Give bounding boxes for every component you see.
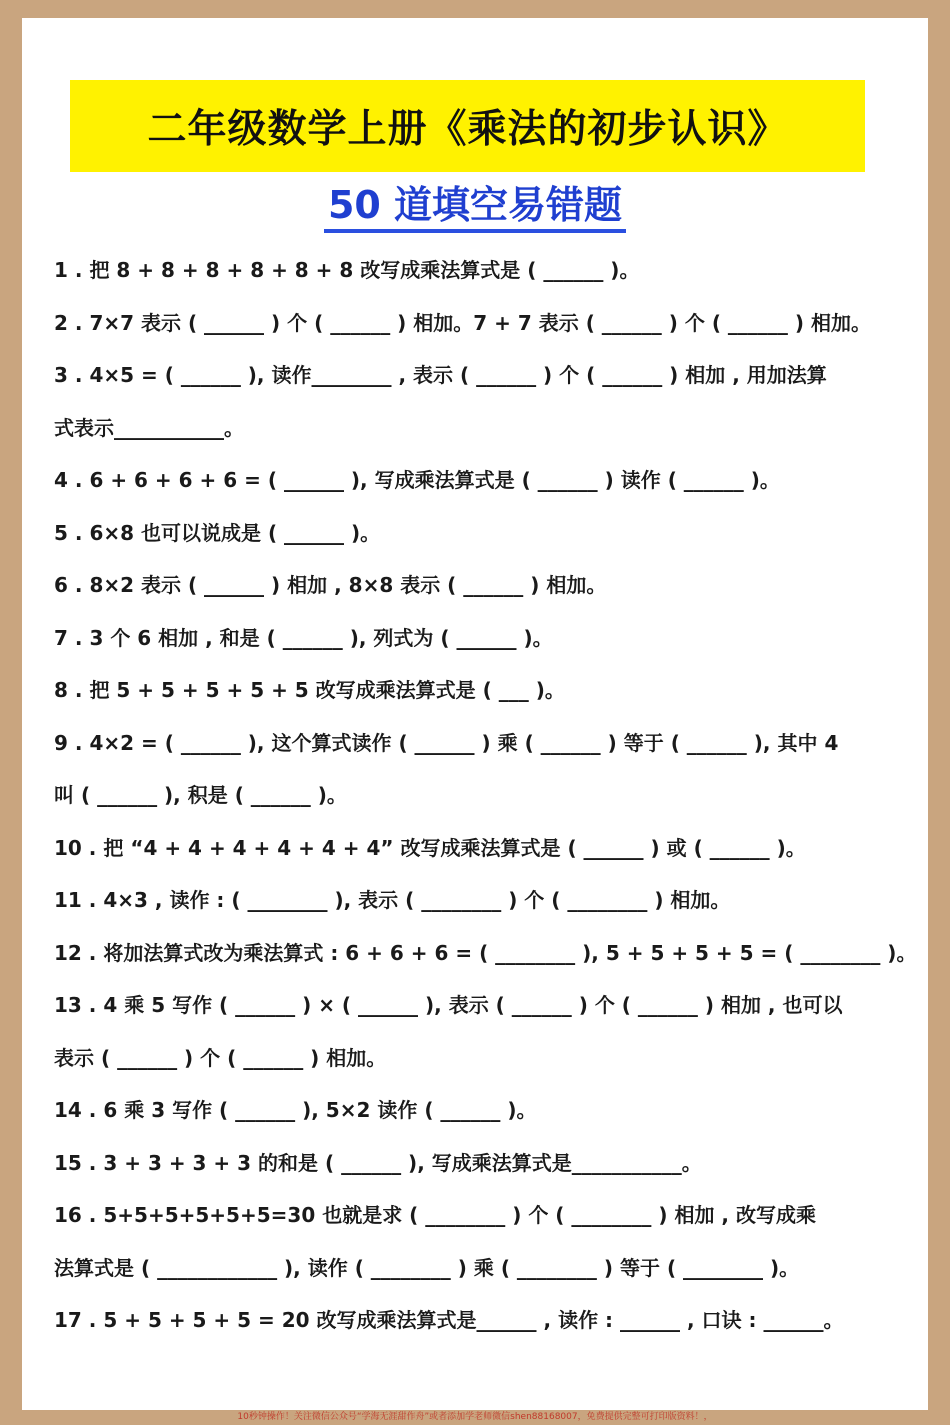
question-line: 2 . 7×7 表示 ( ______ ) 个 ( ______ ) 相加。7 + 7 表示 ( ______ ) 个 ( ______ ) 相加。 — [54, 310, 872, 335]
footer-notice: 10秒钟操作！关注微信公众号“学海无涯甜作舟”或者添加学老师微信shen88168007，免费提供完整可打印版资料！， — [237, 1412, 713, 1422]
question-line: 10 . 把 “4 + 4 + 4 + 4 + 4 + 4” 改写成乘法算式是 ( ______ ) 或 ( ______ )。 — [54, 835, 806, 860]
question-line: 3 . 4×5 = ( ______ ), 读作________ , 表示 ( ______ ) 个 ( ______ ) 相加 , 用加法算 — [54, 363, 827, 387]
question-line: 17 . 5 + 5 + 5 + 5 = 20 改写成乘法算式是______ , 读作 : ______ , 口诀 : ______。 — [54, 1308, 844, 1332]
question-line: 1 . 把 8 + 8 + 8 + 8 + 8 + 8 改写成乘法算式是 ( ______ )。 — [54, 258, 640, 282]
question-line: 式表示___________。 — [54, 415, 244, 440]
question-line: 14 . 6 乘 3 写作 ( ______ ), 5×2 读作 ( ______ )。 — [54, 1098, 537, 1122]
question-line: 5 . 6×8 也可以说成是 ( ______ )。 — [54, 520, 381, 545]
question-line: 法算式是 ( ____________ ), 读作 ( ________ ) 乘 ( ________ ) 等于 ( ________ )。 — [54, 1255, 800, 1280]
title-banner — [70, 80, 865, 172]
question-line: 16 . 5+5+5+5+5+5=30 也就是求 ( ________ ) 个 ( ________ ) 相加 , 改写成乘 — [54, 1203, 816, 1227]
question-line: 7 . 3 个 6 相加 , 和是 ( ______ ), 列式为 ( ______ )。 — [54, 625, 553, 650]
subtitle-block — [22, 183, 928, 233]
question-line: 表示 ( ______ ) 个 ( ______ ) 相加。 — [54, 1045, 387, 1070]
question-line: 9 . 4×2 = ( ______ ), 这个算式读作 ( ______ ) 乘 ( ______ ) 等于 ( ______ ), 其中 4 — [54, 730, 839, 755]
question-line: 6 . 8×2 表示 ( ______ ) 相加 , 8×8 表示 ( ______ ) 相加。 — [54, 573, 607, 597]
question-line: 15 . 3 + 3 + 3 + 3 的和是 ( ______ ), 写成乘法算式是___________。 — [54, 1150, 702, 1175]
question-line: 13 . 4 乘 5 写作 ( ______ ) × ( ______ ), 表示 ( ______ ) 个 ( ______ ) 相加 , 也可以 — [54, 993, 843, 1017]
page-subtitle: 50 道填空易错题 — [324, 183, 626, 233]
question-line: 11 . 4×3 , 读作 : ( ________ ), 表示 ( ________ ) 个 ( ________ ) 相加。 — [54, 888, 731, 912]
worksheet-page — [22, 18, 928, 1410]
question-line: 8 . 把 5 + 5 + 5 + 5 + 5 改写成乘法算式是 ( ___ )。 — [54, 678, 565, 702]
question-line: 叫 ( ______ ), 积是 ( ______ )。 — [54, 783, 347, 807]
question-line: 4 . 6 + 6 + 6 + 6 = ( ______ ), 写成乘法算式是 ( ______ ) 读作 ( ______ )。 — [54, 468, 780, 492]
page-title: 二年级数学上册《乘法的初步认识》 — [147, 107, 788, 152]
question-list — [54, 244, 916, 1347]
question-line: 12 . 将加法算式改为乘法算式 : 6 + 6 + 6 = ( ________ ), 5 + 5 + 5 + 5 = ( ________ )。 — [54, 940, 917, 965]
